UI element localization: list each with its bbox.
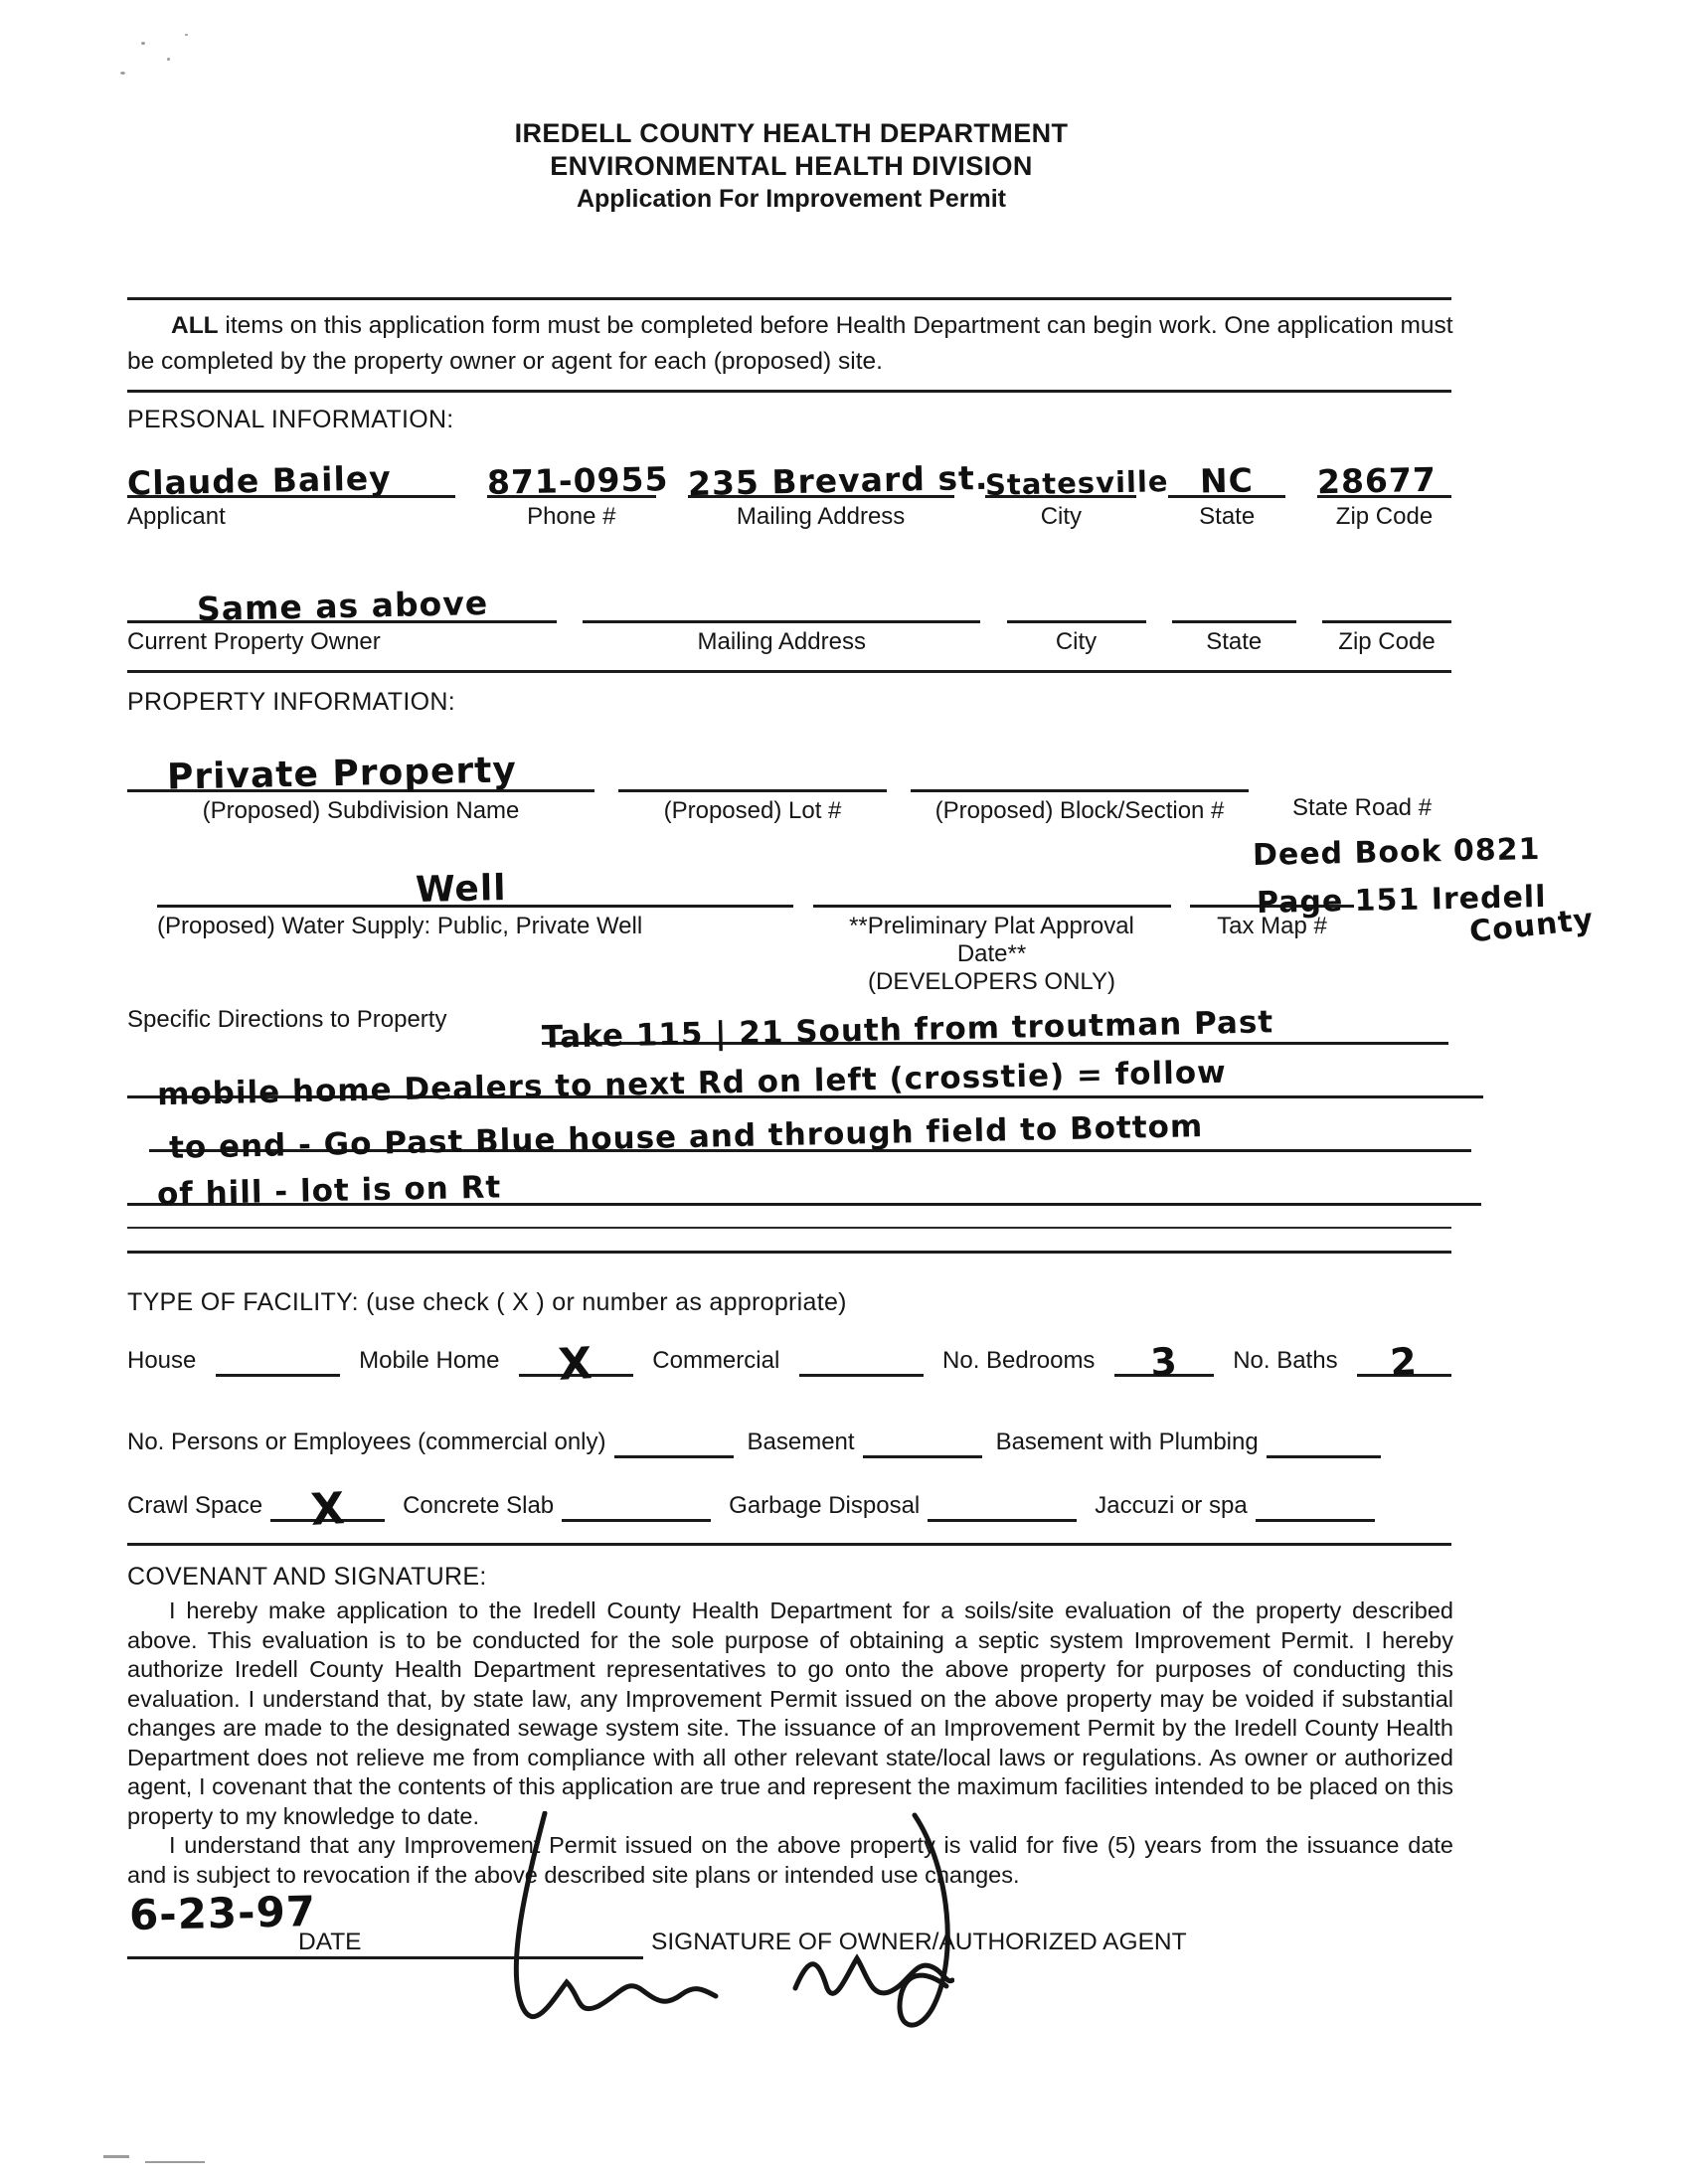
commercial-write-line xyxy=(799,1338,924,1377)
directions-value-1: Take 115 | 21 South from troutman Past xyxy=(541,1004,1274,1056)
deed-book-note-line3: County xyxy=(1467,902,1596,950)
garbage-disposal-write-line xyxy=(928,1483,1077,1522)
baths-write-line xyxy=(1357,1338,1451,1385)
owner-mailing-field xyxy=(583,563,980,656)
tax-map-label: Tax Map # xyxy=(1217,913,1327,939)
instructions-text: items on this application form must be completed before Health Department can begin work. One application must be completed by the property owner or agent for each (proposed) site. xyxy=(127,312,1453,375)
owner-mailing-write-line xyxy=(583,563,980,623)
persons-label: No. Persons or Employees (commercial only) xyxy=(127,1428,606,1455)
jacuzzi-write-line xyxy=(1256,1483,1375,1522)
state-road-label: State Road # xyxy=(1291,794,1433,821)
divider xyxy=(127,1543,1451,1546)
directions-line-2 xyxy=(127,1042,1483,1113)
subdivision-label: (Proposed) Subdivision Name xyxy=(202,797,520,824)
scan-artifact xyxy=(185,34,188,36)
state-write-line xyxy=(1168,437,1285,501)
owner-signature-scrawl xyxy=(378,1811,954,2040)
block-section-label: (Proposed) Block/Section # xyxy=(934,797,1225,824)
scan-artifact xyxy=(120,72,125,75)
crawl-space-write-line xyxy=(270,1483,385,1536)
lot-field xyxy=(618,730,887,825)
subdivision-write-line xyxy=(127,730,594,798)
phone-field xyxy=(486,437,669,531)
concrete-slab-label: Concrete Slab xyxy=(403,1492,555,1519)
property-information-heading: PROPERTY INFORMATION: xyxy=(127,688,455,716)
owner-state-label: State xyxy=(1206,628,1263,655)
lot-label: (Proposed) Lot # xyxy=(663,797,842,824)
applicant-value: Claude Bailey xyxy=(126,458,393,503)
scan-artifact xyxy=(103,2155,129,2158)
personal-row-2 xyxy=(127,563,1451,656)
persons-write-line xyxy=(614,1420,734,1458)
owner-mailing-label: Mailing Address xyxy=(697,628,866,655)
plat-approval-label-line1: **Preliminary Plat Approval Date** xyxy=(849,913,1134,967)
state-label: State xyxy=(1199,503,1256,530)
water-supply-value: Well xyxy=(415,868,507,911)
baths-label: No. Baths xyxy=(1233,1347,1338,1374)
water-supply-field xyxy=(157,847,793,996)
plat-approval-write-line xyxy=(813,847,1171,908)
house-write-line xyxy=(216,1338,340,1377)
date-write-line xyxy=(127,1956,386,1959)
directions-line-1 xyxy=(541,988,1448,1056)
zip-label: Zip Code xyxy=(1335,503,1434,530)
mobile-home-check: X xyxy=(557,1338,595,1391)
covenant-paragraph-1: I hereby make application to the Iredell County Health Department for a soils/site evaluation of the property described above. This evaluation is to be conducted for the sole purpose of obtaining a septic system Improvement Permit. I hereby authorize Iredell County Health Department representatives to go onto the above property for purposes of conducting this evaluation. I understand that, by state law, any Improvement Permit issued on the above property may be voided if substantial changes are made to the designated sewage system site. The issuance of an Improvement Permit by the Iredell County Health Department does not relieve me from compliance with all other relevant state/local laws or regulations. As owner or authorized agent, I covenant that the contents of this application are true and represent the maximum facilities intended to be placed on this property to my knowledge to date. xyxy=(127,1597,1453,1829)
date-label: DATE xyxy=(298,1929,362,1955)
divider xyxy=(127,297,1451,300)
property-row-1 xyxy=(127,730,1451,825)
state-road-field xyxy=(1272,730,1451,825)
city-write-line xyxy=(985,437,1170,502)
applicant-field xyxy=(127,437,455,531)
scan-artifact xyxy=(167,58,170,61)
directions-line-4 xyxy=(127,1149,1481,1213)
zip-write-line xyxy=(1316,437,1451,502)
directions-line-3 xyxy=(149,1095,1471,1166)
form-title-line3: Application For Improvement Permit xyxy=(576,185,1006,213)
state-road-blank xyxy=(1272,730,1451,789)
current-owner-field xyxy=(127,563,557,656)
owner-zip-write-line xyxy=(1322,563,1451,623)
owner-state-field xyxy=(1172,563,1296,656)
mailing-address-label: Mailing Address xyxy=(736,503,906,530)
deed-book-note-line1: Deed Book 0821 xyxy=(1252,831,1541,874)
basement-plumbing-write-line xyxy=(1267,1420,1381,1458)
basement-label: Basement xyxy=(747,1428,855,1455)
city-field xyxy=(985,437,1170,531)
covenant-heading: COVENANT AND SIGNATURE: xyxy=(127,1563,487,1591)
current-owner-write-line xyxy=(127,563,557,629)
current-owner-label: Current Property Owner xyxy=(127,628,381,655)
state-value: NC xyxy=(1199,460,1255,501)
house-label: House xyxy=(127,1347,197,1374)
owner-city-field xyxy=(1007,563,1146,656)
facility-row-3 xyxy=(127,1483,1451,1536)
mailing-address-write-line xyxy=(687,437,989,504)
owner-zip-field xyxy=(1322,563,1451,656)
instructions-bold-all: ALL xyxy=(171,312,219,339)
zip-field xyxy=(1317,437,1451,531)
block-section-field xyxy=(911,730,1249,825)
mailing-address-field xyxy=(687,437,989,531)
plat-approval-label-line2: (DEVELOPERS ONLY) xyxy=(868,968,1115,995)
personal-information-heading: PERSONAL INFORMATION: xyxy=(127,406,454,433)
applicant-label: Applicant xyxy=(127,503,226,530)
phone-value: 871-0955 xyxy=(486,459,669,502)
bedrooms-write-line xyxy=(1114,1338,1214,1385)
scan-artifact xyxy=(141,42,145,45)
mobile-home-write-line xyxy=(519,1338,633,1391)
deed-book-note-line2: Page 151 Iredell xyxy=(1256,879,1547,922)
facility-row-1 xyxy=(127,1338,1451,1391)
owner-city-label: City xyxy=(1055,628,1098,655)
facility-heading: TYPE OF FACILITY: (use check ( X ) or number as appropriate) xyxy=(127,1288,847,1316)
divider xyxy=(127,1251,1451,1254)
applicant-write-line xyxy=(126,437,455,503)
divider xyxy=(127,670,1451,673)
subdivision-field xyxy=(127,730,594,825)
jacuzzi-label: Jaccuzi or spa xyxy=(1095,1492,1248,1519)
directions-value-3: to end - Go Past Blue house and through field to Bottom xyxy=(168,1108,1204,1166)
water-supply-label: (Proposed) Water Supply: Public, Private Well xyxy=(157,913,643,939)
crawl-space-check: X xyxy=(308,1483,347,1536)
directions-blank-line xyxy=(127,1227,1451,1229)
concrete-slab-write-line xyxy=(562,1483,711,1522)
form-title-line2: ENVIRONMENTAL HEALTH DIVISION xyxy=(550,151,1033,181)
instructions-paragraph xyxy=(127,308,1453,380)
bedrooms-value: 3 xyxy=(1148,1339,1179,1385)
baths-value: 2 xyxy=(1389,1339,1420,1385)
city-value: Statesville xyxy=(985,464,1170,502)
state-field xyxy=(1168,437,1285,531)
form-header xyxy=(129,117,1453,215)
garbage-disposal-label: Garbage Disposal xyxy=(729,1492,921,1519)
divider xyxy=(127,390,1451,393)
subdivision-value: Private Property xyxy=(166,750,518,798)
zip-value: 28677 xyxy=(1316,459,1438,502)
plat-approval-field xyxy=(813,847,1171,996)
scan-artifact xyxy=(145,2161,205,2163)
owner-signature-label: SIGNATURE OF OWNER/AUTHORIZED AGENT xyxy=(651,1929,1187,1955)
owner-state-write-line xyxy=(1172,563,1296,623)
basement-plumbing-label: Basement with Plumbing xyxy=(995,1428,1259,1455)
covenant-paragraph-2: I understand that any Improvement Permit issued on the above property is valid for five (5) years from the issuance date and is subject to revocation if the above described site plans or intended use changes. xyxy=(127,1832,1453,1888)
directions-label: Specific Directions to Property xyxy=(127,1006,447,1033)
mailing-address-value: 235 Brevard st. xyxy=(687,457,989,504)
lot-write-line xyxy=(618,730,887,792)
phone-write-line xyxy=(486,437,669,502)
owner-city-write-line xyxy=(1007,563,1146,623)
date-value: 6-23-97 xyxy=(128,1887,317,1939)
block-section-write-line xyxy=(911,730,1249,792)
city-label: City xyxy=(1040,503,1083,530)
directions-value-2: mobile home Dealers to next Rd on left (crosstie) = follow xyxy=(156,1054,1228,1113)
form-title-line1: IREDELL COUNTY HEALTH DEPARTMENT xyxy=(514,118,1069,148)
crawl-space-label: Crawl Space xyxy=(127,1492,263,1519)
phone-label: Phone # xyxy=(527,503,616,530)
bedrooms-label: No. Bedrooms xyxy=(942,1347,1096,1374)
current-owner-value: Same as above xyxy=(196,583,489,629)
basement-write-line xyxy=(863,1420,982,1458)
personal-row-1 xyxy=(127,437,1451,531)
directions-value-4: of hill - lot is on Rt xyxy=(156,1169,502,1213)
facility-row-2 xyxy=(127,1420,1451,1458)
water-supply-write-line xyxy=(157,847,793,911)
mobile-home-label: Mobile Home xyxy=(359,1347,500,1374)
owner-zip-label: Zip Code xyxy=(1338,628,1436,655)
commercial-label: Commercial xyxy=(652,1347,780,1374)
